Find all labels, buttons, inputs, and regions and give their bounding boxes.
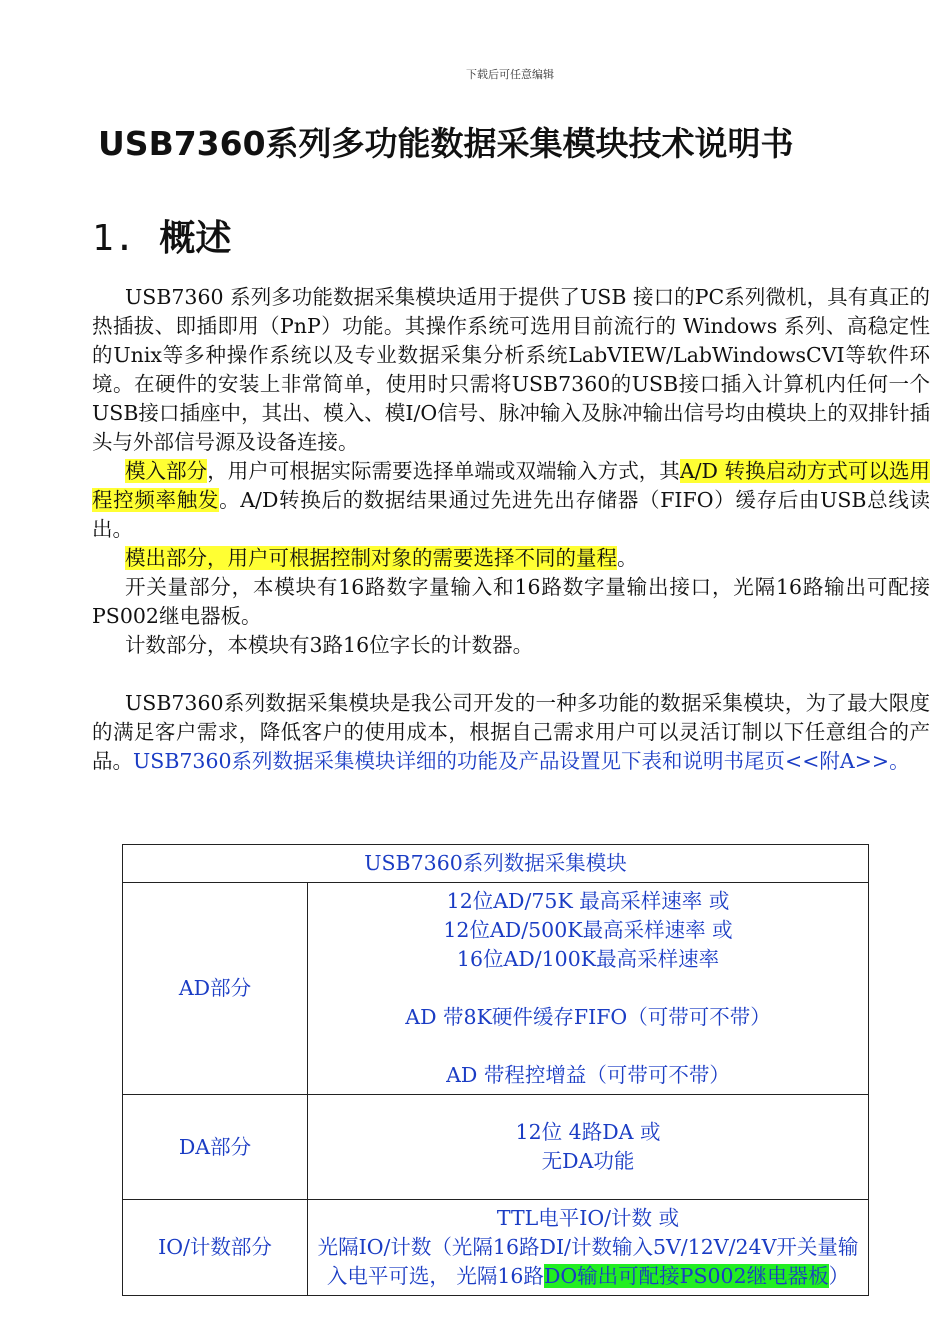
header-note: 下载后可任意编辑 bbox=[466, 68, 554, 81]
document-title: USB7360系列多功能数据采集模块技术说明书 bbox=[98, 124, 794, 163]
highlight-analog-input: 模入部分 bbox=[125, 459, 208, 483]
io-option-2-text: 光隔IO/计数（光隔16路DI/计数输入5V/12V/24V开关量输入电平可选， 光隔16路 bbox=[317, 1235, 859, 1288]
io-option-2 bbox=[314, 1233, 862, 1291]
row-content-ad bbox=[308, 883, 869, 1095]
body-text bbox=[92, 283, 930, 776]
spec-table bbox=[122, 844, 869, 1296]
section-heading bbox=[92, 210, 231, 261]
section-number: 1. bbox=[92, 218, 136, 259]
section-title: 概述 bbox=[159, 218, 232, 259]
paragraph-analog-input bbox=[92, 457, 930, 544]
highlight-ad-trigger: A/D 转换启动方式可以选用程控频率触发 bbox=[92, 459, 931, 512]
da-option-2: 无DA功能 bbox=[541, 1149, 635, 1173]
io-option-1: TTL电平IO/计数 或 bbox=[496, 1206, 680, 1230]
highlight-analog-output: 模出部分，用户可根据控制对象的需要选择不同的量程 bbox=[125, 546, 617, 570]
product-options-text: USB7360系列数据采集模块是我公司开发的一种多功能的数据采集模块，为了最大限度的满足客户需求，降低客户的使用成本，根据自己需求用户可以灵活订制以下任意组合的产品。 bbox=[92, 691, 930, 773]
paragraph-analog-output bbox=[92, 544, 930, 573]
analog-input-text: ，用户可根据实际需要选择单端或双端输入方式，其 bbox=[207, 459, 680, 483]
row-label-io: IO/计数部分 bbox=[123, 1200, 308, 1296]
row-content-io bbox=[308, 1200, 869, 1296]
analog-output-tail: 。 bbox=[617, 546, 638, 570]
ad-gain-option: AD 带程控增益（可带可不带） bbox=[446, 1063, 730, 1087]
io-option-2-tail: ） bbox=[828, 1264, 850, 1288]
row-label-da: DA部分 bbox=[123, 1095, 308, 1200]
paragraph-intro: USB7360 系列多功能数据采集模块适用于提供了USB 接口的PC系列微机，具有真正的热插拔、即插即用（PnP）功能。其操作系统可选用目前流行的 Windows 系列、高稳定性的Unix等多种操作系统以及专业数据采集分析系统LabVIEW/LabWindowsCVI等软件环境。在硬件的安装上非常简单，使用时只需将USB7360的USB接口插入计算机内任何一个USB接口插座中，其出、模入、模I/O信号、脉冲输入及脉冲输出信号均由模块上的双排针插头与外部信号源及设备连接。 bbox=[92, 285, 930, 454]
table-row-da bbox=[123, 1095, 869, 1200]
paragraph-digital-io: 开关量部分，本模块有16路数字量输入和16路数字量输出接口，光隔16路输出可配接PS002继电器板。 bbox=[92, 575, 930, 628]
analog-input-tail: 。A/D转换后的数据结果通过先进先出存储器（FIFO）缓存后由USB总线读出。 bbox=[92, 488, 931, 541]
highlight-do-output: DO输出可配接PS002继电器板 bbox=[543, 1264, 829, 1288]
da-option-1: 12位 4路DA 或 bbox=[515, 1120, 661, 1144]
appendix-link[interactable]: USB7360系列数据采集模块详细的功能及产品设置见下表和说明书尾页<<附A>>。 bbox=[133, 749, 910, 773]
ad-option-1: 12位AD/75K 最高采样速率 或 bbox=[446, 889, 730, 913]
table-row-io bbox=[123, 1200, 869, 1296]
ad-option-2: 12位AD/500K最高采样速率 或 bbox=[443, 918, 733, 942]
ad-option-3: 16位AD/100K最高采样速率 bbox=[456, 947, 720, 971]
row-label-ad: AD部分 bbox=[123, 883, 308, 1095]
paragraph-counter: 计数部分，本模块有3路16位字长的计数器。 bbox=[125, 633, 534, 657]
paragraph-product-options bbox=[92, 689, 930, 776]
row-content-da bbox=[308, 1095, 869, 1200]
table-row-ad bbox=[123, 883, 869, 1095]
table-header: USB7360系列数据采集模块 bbox=[123, 845, 869, 883]
ad-fifo-option: AD 带8K硬件缓存FIFO（可带可不带） bbox=[405, 1005, 771, 1029]
